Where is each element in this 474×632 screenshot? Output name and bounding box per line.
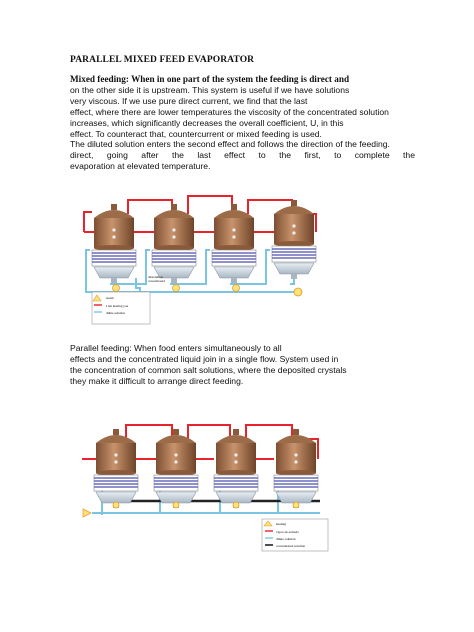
paragraph-line: evaporation at elevated temperature. bbox=[70, 161, 211, 172]
paragraph-line: the concentration of common salt solutions, where the deposited crystals bbox=[70, 364, 347, 375]
figure2-legend bbox=[262, 519, 328, 551]
legend-concentrated-solution: concentrated solution bbox=[276, 544, 306, 548]
paragraph-line: The diluted solution enters the second effect and follows the direction of the feeding. bbox=[70, 139, 390, 150]
paragraph-line: on the other side it is upstream. This system is useful if we have solutions bbox=[70, 84, 350, 95]
paragraph-line: very viscous. If we use pure direct current, we find that the last bbox=[70, 95, 308, 106]
paragraph-line: increases, which significantly decreases the overall coefficient, U, in this bbox=[70, 117, 344, 128]
parallel-feed-evaporator-diagram bbox=[80, 415, 330, 553]
mixed-feed-evaporator-diagram bbox=[80, 192, 320, 327]
parallel-feeding-paragraph bbox=[70, 343, 415, 387]
dissolution-annotation: dissolution bbox=[148, 275, 163, 279]
paragraph-line: effect. To counteract that, countercurrent or mixed feeding is used. bbox=[70, 128, 322, 139]
paragraph-line: effect, where there are lower temperatures the viscosity of the concentrated solution bbox=[70, 106, 389, 117]
paragraph-line: Parallel feeding: When food enters simultaneously to all bbox=[70, 343, 282, 353]
legend-steam: steam bbox=[106, 296, 114, 300]
mixed-feeding-paragraph bbox=[70, 74, 415, 172]
paragraph-line: direct, going after the last effect to the first, to complete the bbox=[70, 150, 415, 161]
legend-heating: heating bbox=[276, 522, 286, 526]
figure1-legend bbox=[92, 292, 150, 324]
legend-dilute-solution: dilute solution bbox=[106, 311, 125, 315]
doc-title: PARALLEL MIXED FEED EVAPORATOR bbox=[70, 55, 255, 65]
legend-heating: I am heating you bbox=[106, 304, 129, 308]
concentrated-annotation: concentrated bbox=[148, 279, 165, 283]
legend-dilute-solution: dilute solution bbox=[276, 537, 296, 541]
mixed-feeding-heading: Mixed feeding: When in one part of the system the feeding is direct and bbox=[70, 74, 350, 84]
paragraph-line: effects and the concentrated liquid join in a single flow. System used in bbox=[70, 353, 339, 364]
paragraph-line: they make it difficult to arrange direct feeding. bbox=[70, 375, 244, 386]
legend-steam-inlet: vapor de entrada bbox=[276, 530, 299, 534]
